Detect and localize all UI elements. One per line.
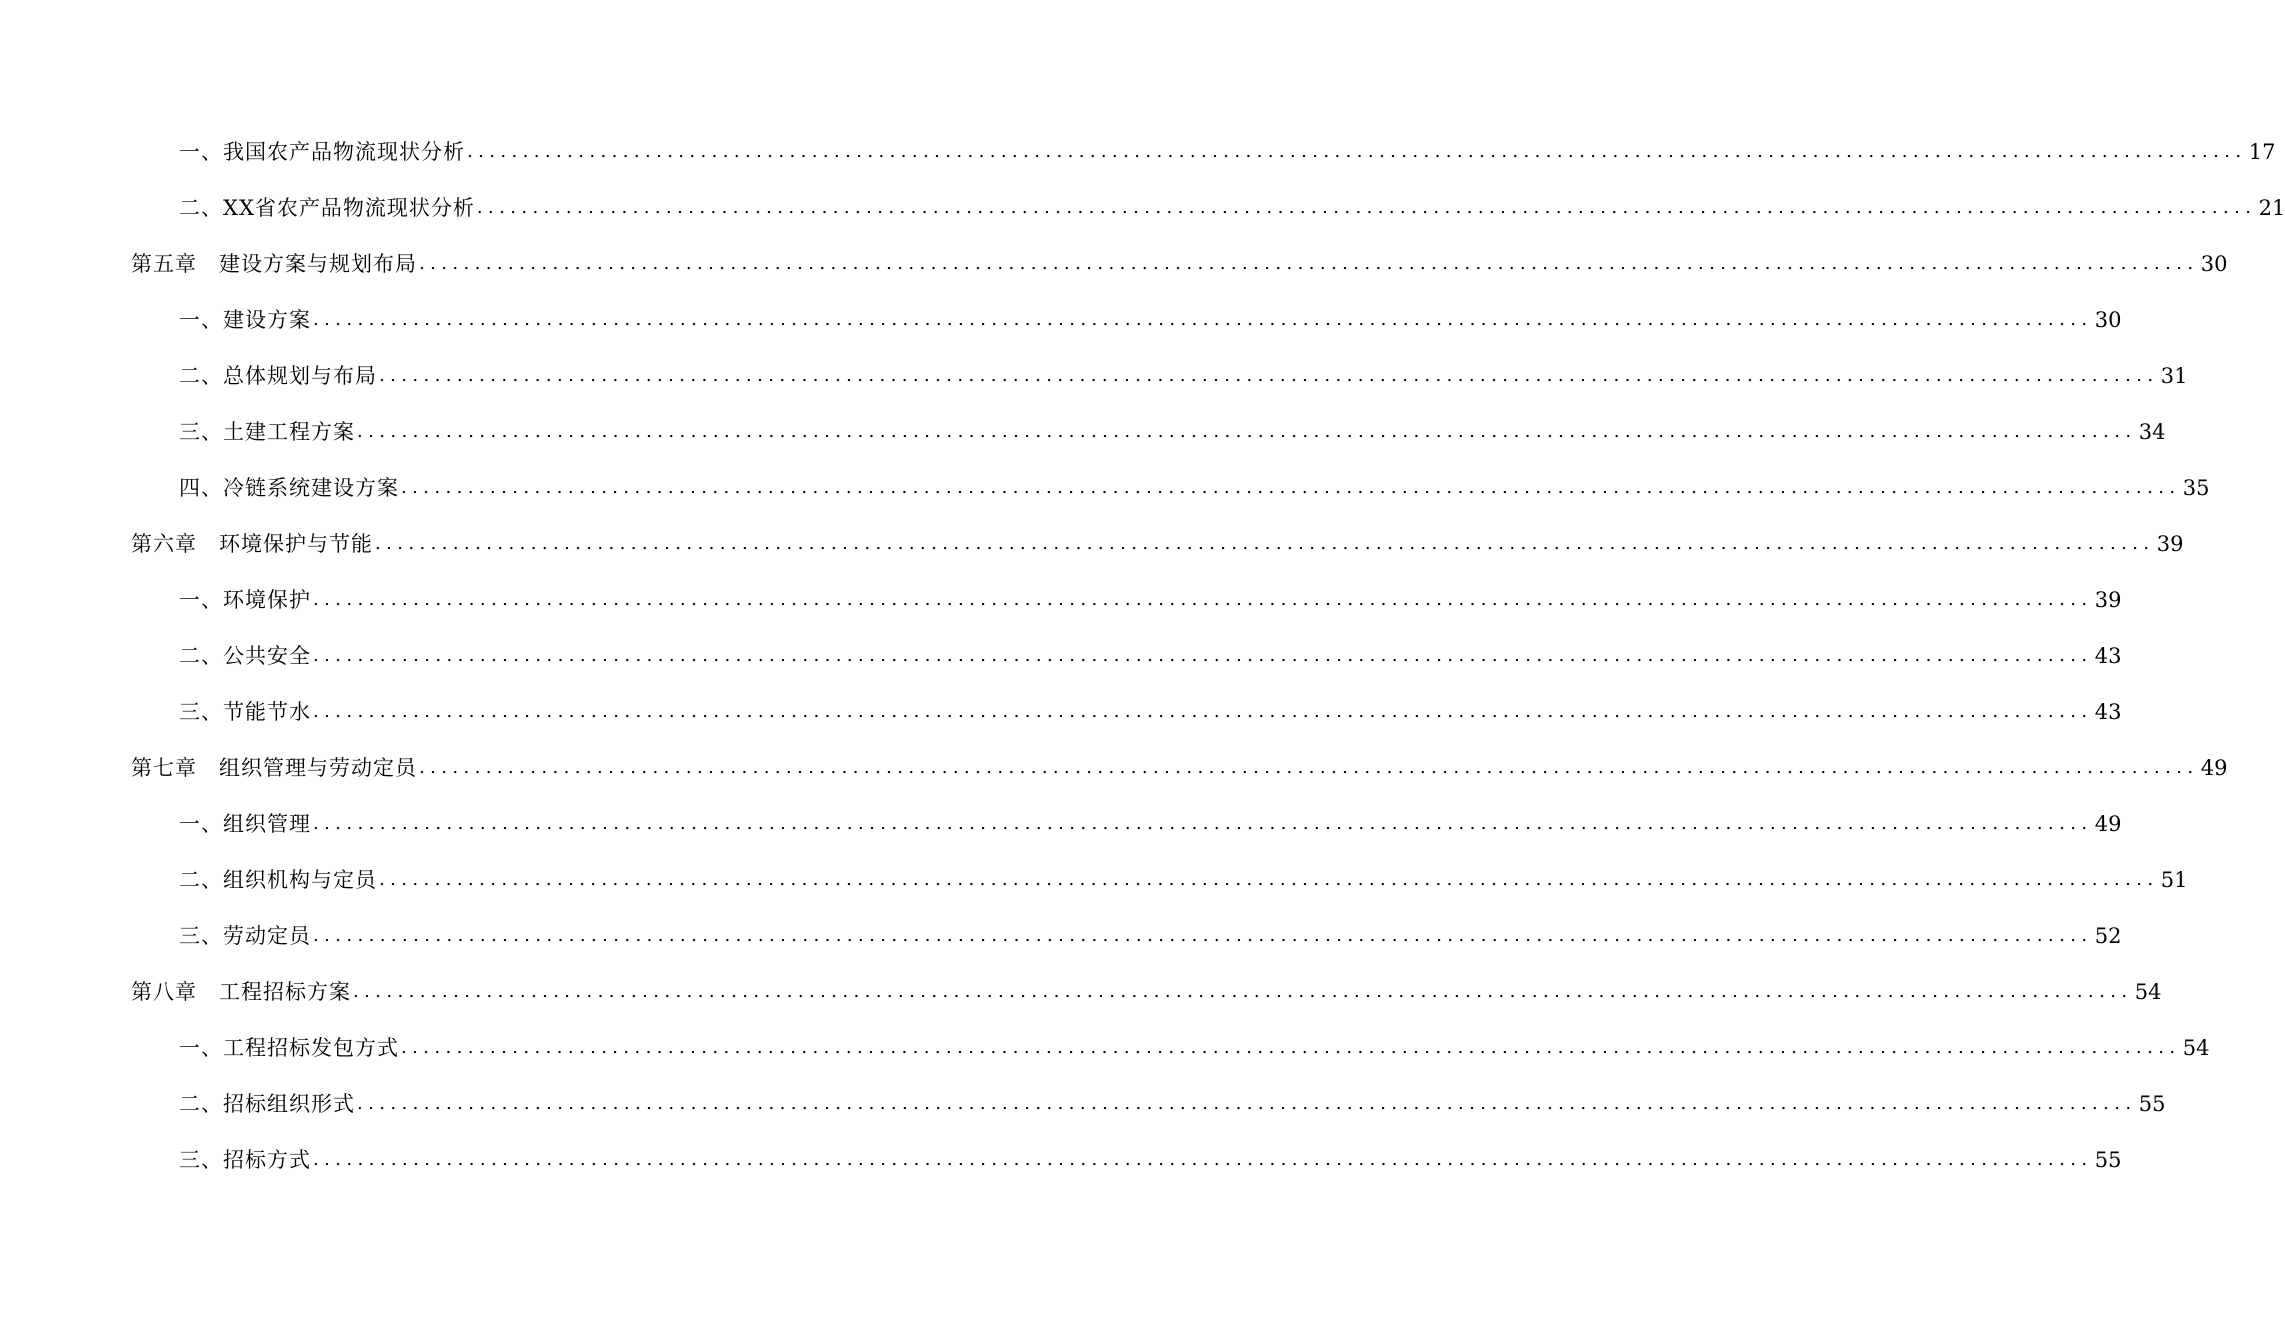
toc-entry-title: 三、节能节水 xyxy=(179,700,311,724)
toc-page-number: 49 xyxy=(2200,756,2228,780)
toc-page-number: 31 xyxy=(2160,364,2188,388)
dot-leader: ................................................................................................................................................................ xyxy=(357,1093,2137,1114)
toc-chapter-title: 第五章 建设方案与规划布局 xyxy=(131,252,417,276)
dot-leader: ................................................................................................................................................................ xyxy=(401,477,2181,498)
dot-leader: ................................................................................................................................................................ xyxy=(313,309,2093,330)
dot-leader: ................................................................................................................................................................ xyxy=(357,421,2137,442)
toc-entry-title: 二、招标组织形式 xyxy=(179,1092,355,1116)
toc-chapter-title: 第六章 环境保护与节能 xyxy=(131,532,373,556)
toc-entry-title: 二、公共安全 xyxy=(179,644,311,668)
toc-entry[interactable] xyxy=(0,348,2188,404)
toc-entry-title: 三、招标方式 xyxy=(179,1148,311,1172)
toc-entry-title: 一、建设方案 xyxy=(179,308,311,332)
toc-page-number: 17 xyxy=(2248,140,2276,164)
dot-leader: ................................................................................................................................................................ xyxy=(375,533,2155,554)
toc-page-number: 55 xyxy=(2138,1092,2166,1116)
table-of-contents xyxy=(0,124,2285,1188)
toc-page-number: 54 xyxy=(2182,1036,2210,1060)
toc-chapter-title: 第八章 工程招标方案 xyxy=(131,980,351,1004)
toc-entry[interactable] xyxy=(0,292,2122,348)
dot-leader: ................................................................................................................................................................ xyxy=(476,197,2257,218)
toc-page-number: 30 xyxy=(2200,252,2228,276)
toc-entry[interactable] xyxy=(0,460,2210,516)
toc-entry[interactable] xyxy=(0,180,2285,236)
dot-leader: ................................................................................................................................................................ xyxy=(353,981,2133,1002)
toc-entry-title: 一、环境保护 xyxy=(179,588,311,612)
toc-page-number: 34 xyxy=(2138,420,2166,444)
toc-entry-title: 二、XX省农产品物流现状分析 xyxy=(179,196,475,220)
toc-entry[interactable] xyxy=(0,908,2122,964)
dot-leader: ................................................................................................................................................................ xyxy=(313,645,2093,666)
dot-leader: ................................................................................................................................................................ xyxy=(379,869,2159,890)
toc-page-number: 43 xyxy=(2094,700,2122,724)
toc-chapter-entry[interactable] xyxy=(0,516,2184,572)
dot-leader: ................................................................................................................................................................ xyxy=(379,365,2159,386)
toc-entry-title: 一、工程招标发包方式 xyxy=(179,1036,399,1060)
dot-leader: ................................................................................................................................................................ xyxy=(401,1037,2181,1058)
toc-entry[interactable] xyxy=(0,796,2122,852)
dot-leader: ................................................................................................................................................................ xyxy=(419,757,2199,778)
toc-entry[interactable] xyxy=(0,1132,2122,1188)
dot-leader: ................................................................................................................................................................ xyxy=(313,925,2093,946)
dot-leader: ................................................................................................................................................................ xyxy=(313,589,2093,610)
toc-entry-title: 三、劳动定员 xyxy=(179,924,311,948)
toc-entry[interactable] xyxy=(0,684,2122,740)
toc-chapter-entry[interactable] xyxy=(0,740,2228,796)
toc-entry-title: 三、土建工程方案 xyxy=(179,420,355,444)
dot-leader: ................................................................................................................................................................ xyxy=(313,1149,2093,1170)
toc-page-number: 39 xyxy=(2094,588,2122,612)
toc-entry[interactable] xyxy=(0,852,2188,908)
toc-entry[interactable] xyxy=(0,404,2166,460)
toc-page-number: 21 xyxy=(2258,196,2285,220)
dot-leader: ................................................................................................................................................................ xyxy=(313,813,2093,834)
toc-entry[interactable] xyxy=(0,1076,2166,1132)
dot-leader: ................................................................................................................................................................ xyxy=(313,701,2093,722)
toc-page-number: 54 xyxy=(2134,980,2162,1004)
toc-page-number: 35 xyxy=(2182,476,2210,500)
toc-page-number: 43 xyxy=(2094,644,2122,668)
toc-entry[interactable] xyxy=(0,1020,2210,1076)
toc-entry-title: 一、我国农产品物流现状分析 xyxy=(179,140,465,164)
toc-chapter-title: 第七章 组织管理与劳动定员 xyxy=(131,756,417,780)
toc-entry-title: 二、总体规划与布局 xyxy=(179,364,377,388)
toc-page-number: 30 xyxy=(2094,308,2122,332)
dot-leader: ................................................................................................................................................................ xyxy=(467,141,2247,162)
toc-chapter-entry[interactable] xyxy=(0,964,2162,1020)
toc-entry-title: 一、组织管理 xyxy=(179,812,311,836)
toc-entry[interactable] xyxy=(0,628,2122,684)
toc-page-number: 55 xyxy=(2094,1148,2122,1172)
toc-chapter-entry[interactable] xyxy=(0,236,2228,292)
toc-entry-title: 四、冷链系统建设方案 xyxy=(179,476,399,500)
toc-page-number: 39 xyxy=(2156,532,2184,556)
toc-entry[interactable] xyxy=(0,124,2276,180)
toc-page-number: 52 xyxy=(2094,924,2122,948)
toc-entry[interactable] xyxy=(0,572,2122,628)
toc-page-number: 51 xyxy=(2160,868,2188,892)
toc-page-number: 49 xyxy=(2094,812,2122,836)
dot-leader: ................................................................................................................................................................ xyxy=(419,253,2199,274)
toc-entry-title: 二、组织机构与定员 xyxy=(179,868,377,892)
